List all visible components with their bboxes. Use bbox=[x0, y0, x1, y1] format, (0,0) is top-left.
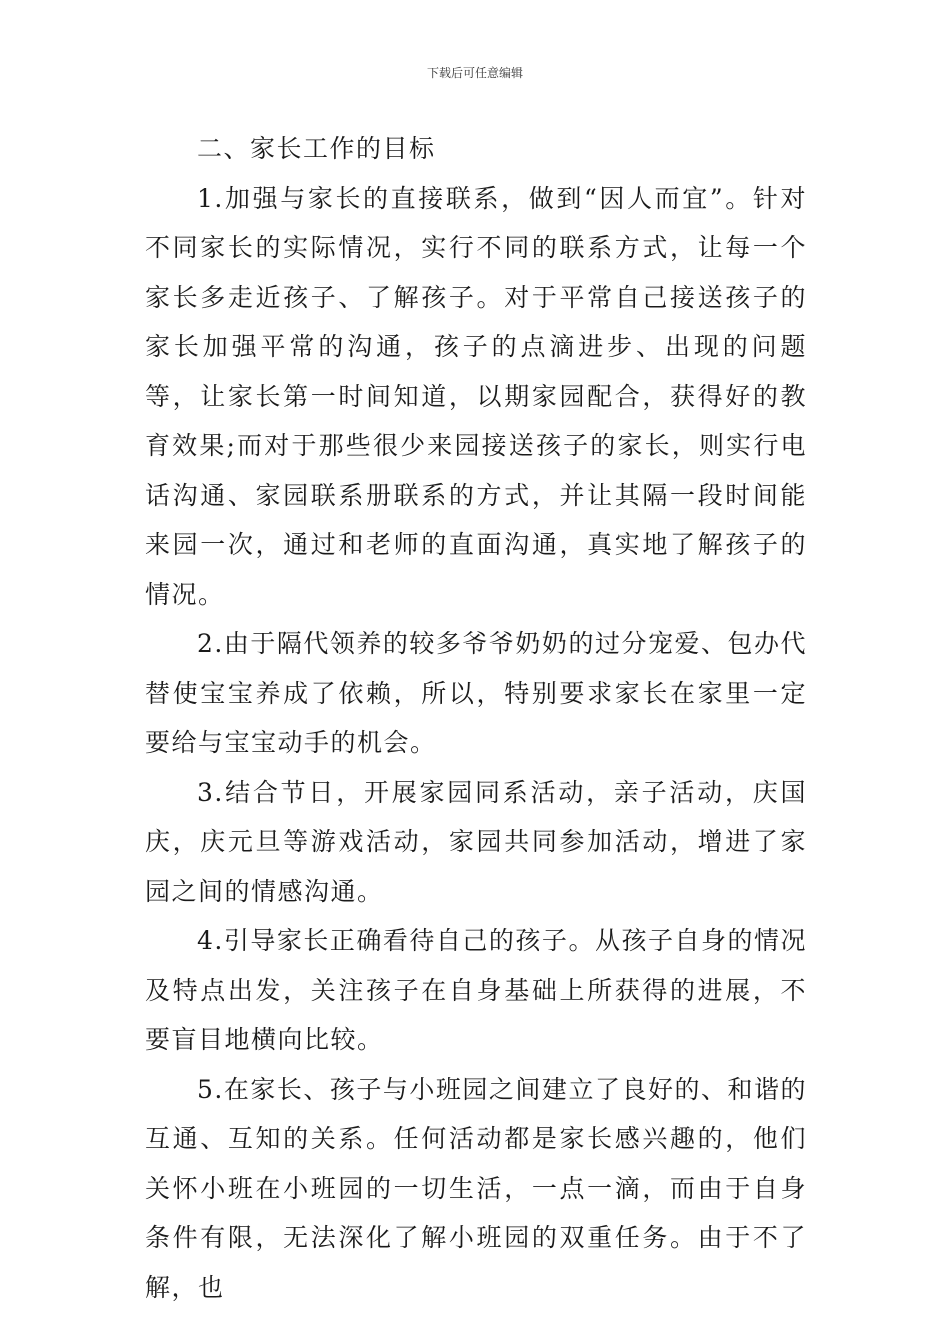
section-heading: 二、家长工作的目标 bbox=[197, 134, 436, 163]
document-body bbox=[145, 124, 807, 1312]
paragraph-item-4: 4.引导家长正确看待自己的孩子。从孩子自身的情况及特点出发，关注孩子在自身基础上所获得的进展，不要盲目地横向比较。 bbox=[145, 926, 807, 1054]
page-header: 下载后可任意编辑 bbox=[426, 66, 523, 80]
paragraph-item-3: 3.结合节日，开展家园同系活动，亲子活动，庆国庆，庆元旦等游戏活动，家园共同参加活动，增进了家园之间的情感沟通。 bbox=[145, 777, 807, 906]
paragraph-item-5: 5.在家长、孩子与小班园之间建立了良好的、和谐的互通、互知的关系。任何活动都是家长感兴趣的，他们关怀小班在小班园的一切生活，一点一滴，而由于自身条件有限，无法深化了解小班园的双重任务。由于不了解，也 bbox=[145, 1074, 807, 1302]
paragraph-item-1: 1.加强与家长的直接联系，做到“因人而宜”。针对不同家长的实际情况，实行不同的联系方式，让每一个家长多走近孩子、了解孩子。对于平常自己接送孩子的家长加强平常的沟通，孩子的点滴进步、出现的问题等，让家长第一时间知道，以期家园配合，获得好的教育效果;而对于那些很少来园接送孩子的家长，则实行电话沟通、家园联系册联系的方式，并让其隔一段时间能来园一次，通过和老师的直面沟通，真实地了解孩子的情况。 bbox=[145, 183, 807, 609]
paragraph-item-2: 2.由于隔代领养的较多爷爷奶奶的过分宠爱、包办代替使宝宝养成了依赖，所以，特别要求家长在家里一定要给与宝宝动手的机会。 bbox=[145, 629, 807, 757]
